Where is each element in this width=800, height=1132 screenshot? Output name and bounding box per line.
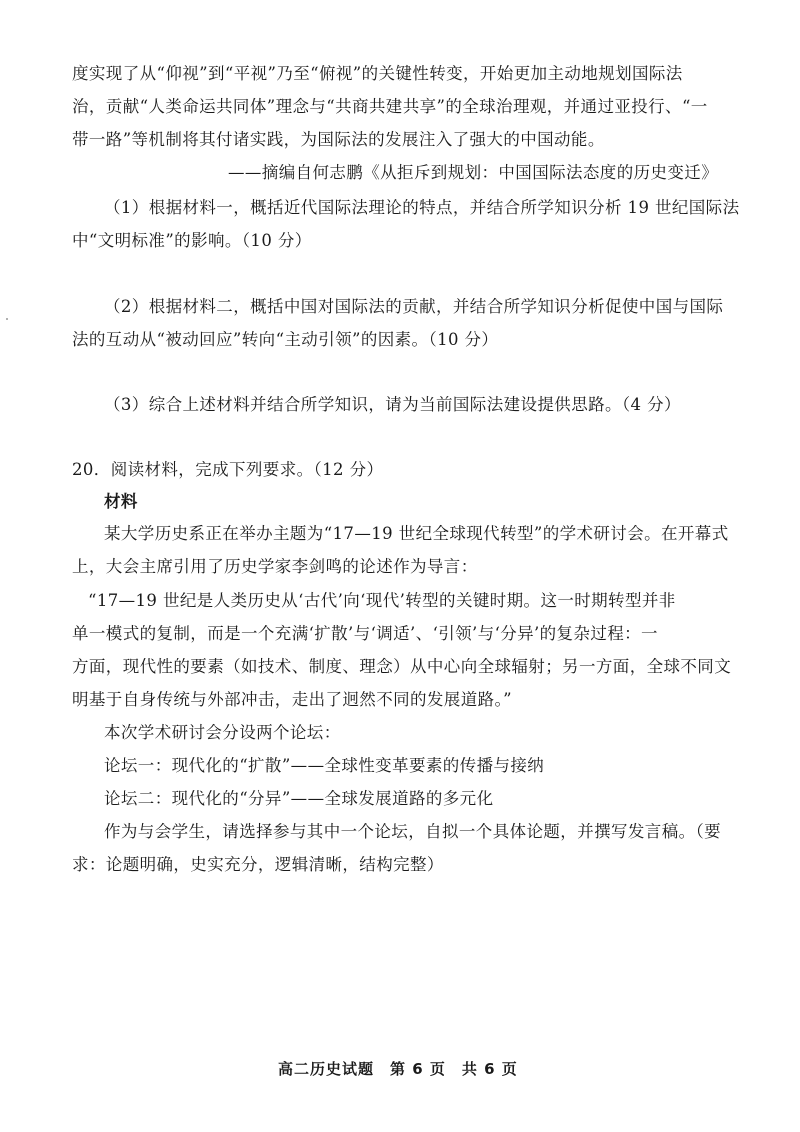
page-footer: 高二历史试题 第 6 页 共 6 页 (278, 1060, 518, 1078)
question-19-1-line-2: 中“文明标准”的影响。（10 分） (72, 231, 312, 250)
material-citation: ——摘编自何志鹏《从拒斥到规划：中国国际法态度的历史变迁》 (228, 163, 719, 182)
material-two-continuation-line-3: 带一路”等机制将其付诸实践，为国际法的发展注入了强大的中国动能。 (72, 130, 605, 149)
material-label: 材料 (104, 492, 138, 511)
question-20-quote-line-4: 明基于自身传统与外部冲击，走出了迥然不同的发展道路。” (72, 690, 512, 709)
question-19-1-line-1: （1）根据材料一，概括近代国际法理论的特点，并结合所学知识分析 19 世纪国际法 (104, 198, 740, 217)
scan-speck (6, 318, 8, 320)
question-20-intro-line-1: 某大学历史系正在举办主题为“17—19 世纪全球现代转型”的学术研讨会。在开幕式 (104, 524, 729, 543)
question-20-quote-line-3: 方面，现代性的要素（如技术、制度、理念）从中心向全球辐射；另一方面，全球不同文 (72, 657, 732, 676)
material-two-continuation-line-2: 治，贡献“人类命运共同体”理念与“共商共建共享”的全球治理观，并通过亚投行、“一 (72, 97, 708, 116)
forum-two: 论坛二：现代化的“分异”——全球发展道路的多元化 (104, 789, 494, 808)
question-19-2-line-2: 法的互动从“被动回应”转向“主动引领”的因素。（10 分） (72, 330, 499, 349)
material-two-continuation-line-1: 度实现了从“仰视”到“平视”乃至“俯视”的关键性转变，开始更加主动地规划国际法 (72, 64, 683, 83)
question-20-task-line-2: 求：论题明确，史实充分，逻辑清晰，结构完整） (72, 855, 444, 874)
question-19-3: （3）综合上述材料并结合所学知识，请为当前国际法建设提供思路。（4 分） (104, 395, 681, 414)
forum-one: 论坛一：现代化的“扩散”——全球性变革要素的传播与接纳 (104, 756, 545, 775)
question-19-2-line-1: （2）根据材料二，概括中国对国际法的贡献，并结合所学知识分析促使中国与国际 (104, 297, 724, 316)
question-20-quote-line-2: 单一模式的复制，而是一个充满‘扩散’与‘调适’、‘引领’与‘分异’的复杂过程：一 (72, 624, 658, 643)
question-20-intro-line-2: 上，大会主席引用了历史学家李剑鸣的论述作为导言： (72, 557, 478, 576)
question-20-task-line-1: 作为与会学生，请选择参与其中一个论坛，自拟一个具体论题，并撰写发言稿。（要 (104, 822, 722, 841)
question-20-title: 20．阅读材料，完成下列要求。（12 分） (72, 460, 384, 479)
question-20-quote-line-1: “17—19 世纪是人类历史从‘古代’向‘现代’转型的关键时期。这一时期转型并非 (88, 591, 676, 610)
forum-intro: 本次学术研讨会分设两个论坛： (104, 723, 341, 742)
